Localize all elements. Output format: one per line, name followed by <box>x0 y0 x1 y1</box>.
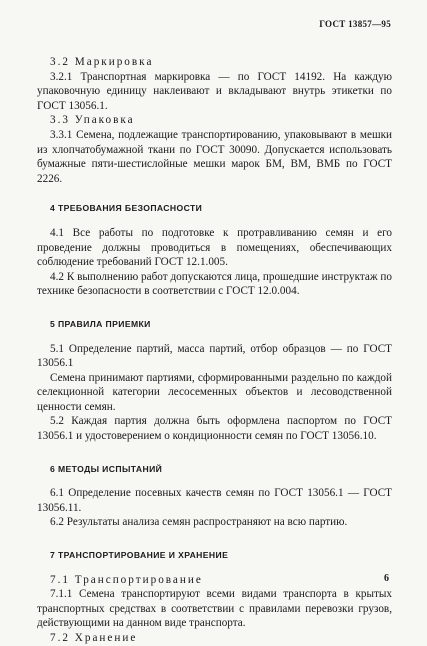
paragraph-6-2: 6.2 Результаты анализа семян распространяют на всю партию. <box>50 516 348 529</box>
section-heading-transport-storage: 7 ТРАНСПОРТИРОВАНИЕ И ХРАНЕНИЕ <box>50 550 229 561</box>
paragraph-5-2: 5.2 Каждая партия должна быть оформлена паспортом по ГОСТ 13056.1 и удостоверением о кондиционности семян по ГОСТ 13056.10. <box>37 415 392 443</box>
paragraph-7-1-1: 7.1.1 Семена транспортируют всеми видами транспорта в крытых транспортных средствах в соответствии с правилами перевозки грузов, действующими на данном виде транспорта. <box>37 588 392 630</box>
section-heading-safety: 4 ТРЕБОВАНИЯ БЕЗОПАСНОСТИ <box>50 203 203 214</box>
page-number: 6 <box>384 573 389 584</box>
paragraph-3-3-1: 3.3.1 Семена, подлежащие транспортированию, упаковывают в мешки из хлопчатобумажной ткани по ГОСТ 30090. Допускается использовать бумажные пяти-шестислойные мешки марок БМ, ВМ, ВМБ по ГОСТ 2226. <box>37 128 392 185</box>
subsection-heading-transport: 7.1 Транспортирование <box>50 573 203 586</box>
subsection-heading-marking: 3.2 Маркировка <box>50 56 154 68</box>
paragraph-3-2-1: 3.2.1 Транспортная маркировка — по ГОСТ 14192. На каждую упаковочную единицу наклеивают и вкладывают внутрь этикетки по ГОСТ 13056.1. <box>37 70 392 112</box>
paragraph-5-1: 5.1 Определение партий, масса партий, отбор образцов — по ГОСТ 13056.1 <box>37 342 392 370</box>
page-body <box>37 55 392 646</box>
standard-code-header: ГОСТ 13857—95 <box>319 19 391 29</box>
paragraph-5-1-cont: Семена принимают партиями, сформированными раздельно по каждой селекционной категории лесосеменных объектов и лесоводственной ценности семян. <box>37 371 392 413</box>
paragraph-4-2: 4.2 К выполнению работ допускаются лица, прошедшие инструктаж по технике безопасности в соответствии с ГОСТ 12.0.004. <box>37 270 392 298</box>
section-heading-test-methods: 6 МЕТОДЫ ИСПЫТАНИЙ <box>50 463 163 474</box>
paragraph-4-1: 4.1 Все работы по подготовке к протравливанию семян и его проведение должны проводиться в помещениях, обеспечивающих соблюдение требований ГОСТ 12.1.005. <box>37 226 392 269</box>
subsection-heading-storage: 7.2 Хранение <box>50 632 138 644</box>
paragraph-6-1: 6.1 Определение посевных качеств семян по ГОСТ 13056.1 — ГОСТ 13056.11. <box>37 487 392 514</box>
subsection-heading-packaging: 3.3 Упаковка <box>50 114 135 127</box>
section-heading-acceptance: 5 ПРАВИЛА ПРИЕМКИ <box>50 318 151 329</box>
